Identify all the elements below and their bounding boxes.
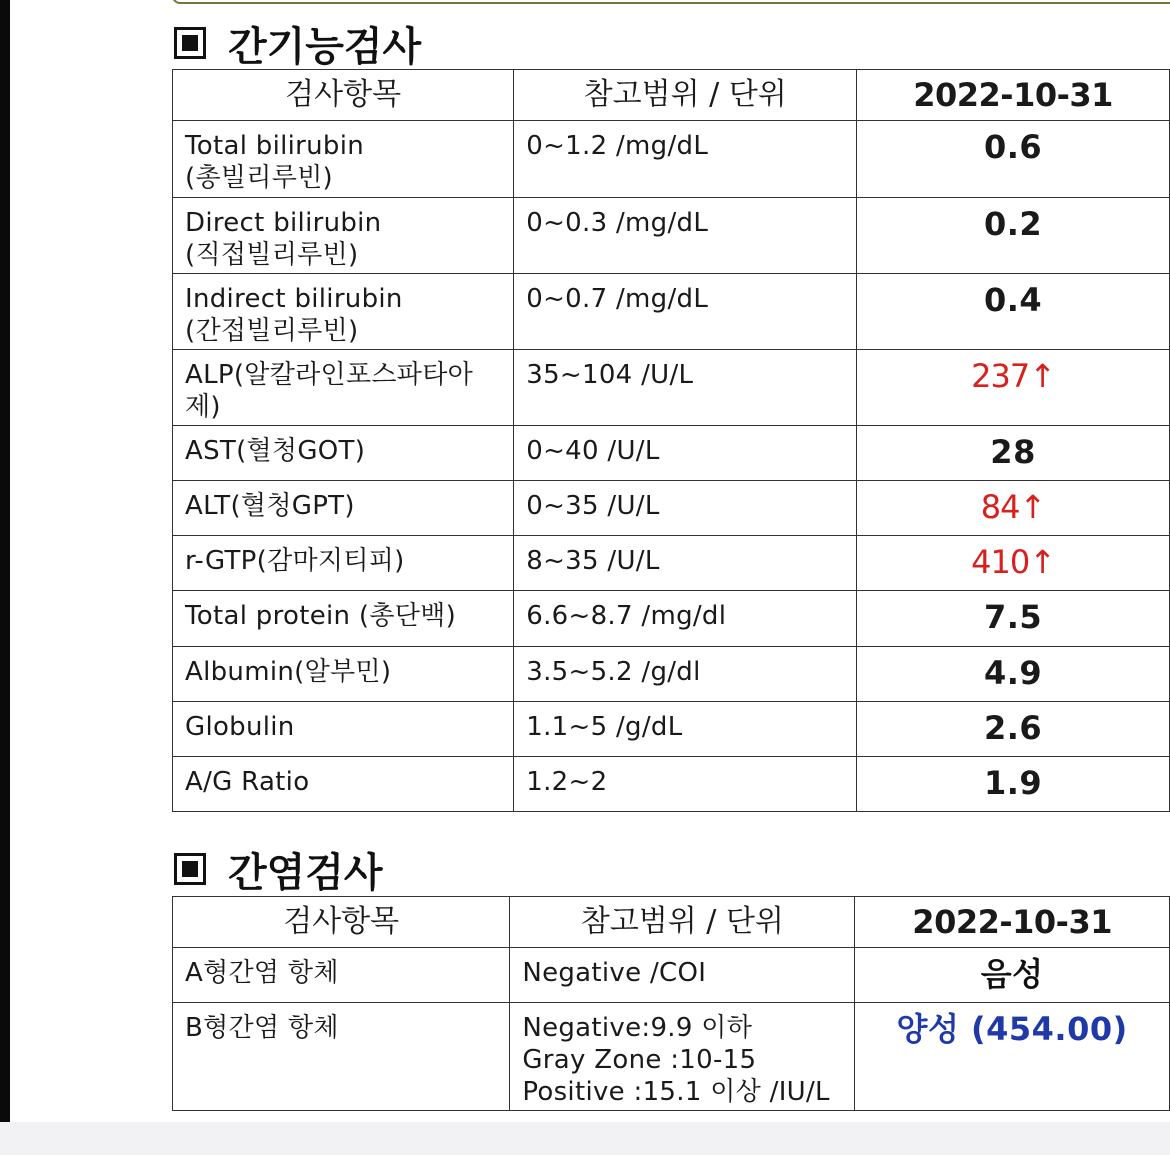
reference-range-cell: Negative:9.9 이하 Gray Zone :10-15 Positive :15.1 이상 /IU/L [510, 1003, 855, 1111]
bottom-bar [0, 1122, 1170, 1155]
reference-range-cell: 0~35 /U/L [514, 481, 857, 536]
test-item-cell: A/G Ratio [173, 757, 514, 812]
table-row [173, 647, 1170, 702]
result-value-cell: 7.5 [857, 591, 1170, 647]
liver-function-table [172, 69, 1170, 812]
section-title: 간염검사 [228, 849, 383, 896]
section-heading-hepatitis [174, 846, 383, 896]
table-row [173, 536, 1170, 591]
table-row [173, 426, 1170, 481]
test-item-cell: Indirect bilirubin (간접빌리루빈) [173, 274, 514, 350]
table-row [173, 1003, 1170, 1111]
result-value-cell: 84↑ [857, 481, 1170, 536]
test-item-cell: ALT(혈청GPT) [173, 481, 514, 536]
table-row [173, 350, 1170, 426]
table-row [173, 757, 1170, 812]
test-item-cell: r-GTP(감마지티피) [173, 536, 514, 591]
table-header-row [173, 897, 1170, 948]
hepatitis-table [172, 896, 1170, 1111]
table-row [173, 702, 1170, 757]
table-row [173, 274, 1170, 350]
test-item-cell: A형간염 항체 [173, 948, 510, 1003]
header-item: 검사항목 [173, 897, 510, 948]
result-value-cell: 2.6 [857, 702, 1170, 757]
test-item-cell: Direct bilirubin (직접빌리루빈) [173, 198, 514, 274]
result-value-cell: 237↑ [857, 350, 1170, 426]
table-row [173, 481, 1170, 536]
reference-range-cell: 35~104 /U/L [514, 350, 857, 426]
reference-range-cell: Negative /COI [510, 948, 855, 1003]
section-heading-liver-function [174, 20, 422, 70]
table-row [173, 121, 1170, 198]
test-item-cell: ALP(알칼라인포스파타아 제) [173, 350, 514, 426]
left-edge-strip [0, 0, 10, 1155]
reference-range-cell: 3.5~5.2 /g/dl [514, 647, 857, 702]
header-date: 2022-10-31 [857, 70, 1170, 121]
reference-range-cell: 0~40 /U/L [514, 426, 857, 481]
result-value-cell: 양성 (454.00) [855, 1003, 1170, 1111]
header-range: 참고범위 / 단위 [514, 70, 857, 121]
reference-range-cell: 8~35 /U/L [514, 536, 857, 591]
result-value-cell: 28 [857, 426, 1170, 481]
test-item-cell: Globulin [173, 702, 514, 757]
reference-range-cell: 0~1.2 /mg/dL [514, 121, 857, 198]
test-item-cell: B형간염 항체 [173, 1003, 510, 1111]
result-value-cell: 음성 [855, 948, 1170, 1003]
reference-range-cell: 1.1~5 /g/dL [514, 702, 857, 757]
header-range: 참고범위 / 단위 [510, 897, 855, 948]
result-value-cell: 1.9 [857, 757, 1170, 812]
result-value-cell: 4.9 [857, 647, 1170, 702]
table-header-row [173, 70, 1170, 121]
section-marker-icon [174, 853, 206, 885]
test-item-cell: AST(혈청GOT) [173, 426, 514, 481]
table-row [173, 948, 1170, 1003]
result-value-cell: 410↑ [857, 536, 1170, 591]
result-value-cell: 0.2 [857, 198, 1170, 274]
result-value-cell: 0.6 [857, 121, 1170, 198]
header-date: 2022-10-31 [855, 897, 1170, 948]
reference-range-cell: 1.2~2 [514, 757, 857, 812]
test-item-cell: Total bilirubin (총빌리루빈) [173, 121, 514, 198]
test-item-cell: Total protein (총단백) [173, 591, 514, 647]
result-value-cell: 0.4 [857, 274, 1170, 350]
table-row [173, 198, 1170, 274]
reference-range-cell: 6.6~8.7 /mg/dl [514, 591, 857, 647]
section-marker-icon [174, 27, 206, 59]
test-item-cell: Albumin(알부민) [173, 647, 514, 702]
section-title: 간기능검사 [228, 23, 422, 70]
table-row [173, 591, 1170, 647]
reference-range-cell: 0~0.7 /mg/dL [514, 274, 857, 350]
top-frame [172, 0, 1170, 4]
header-item: 검사항목 [173, 70, 514, 121]
reference-range-cell: 0~0.3 /mg/dL [514, 198, 857, 274]
